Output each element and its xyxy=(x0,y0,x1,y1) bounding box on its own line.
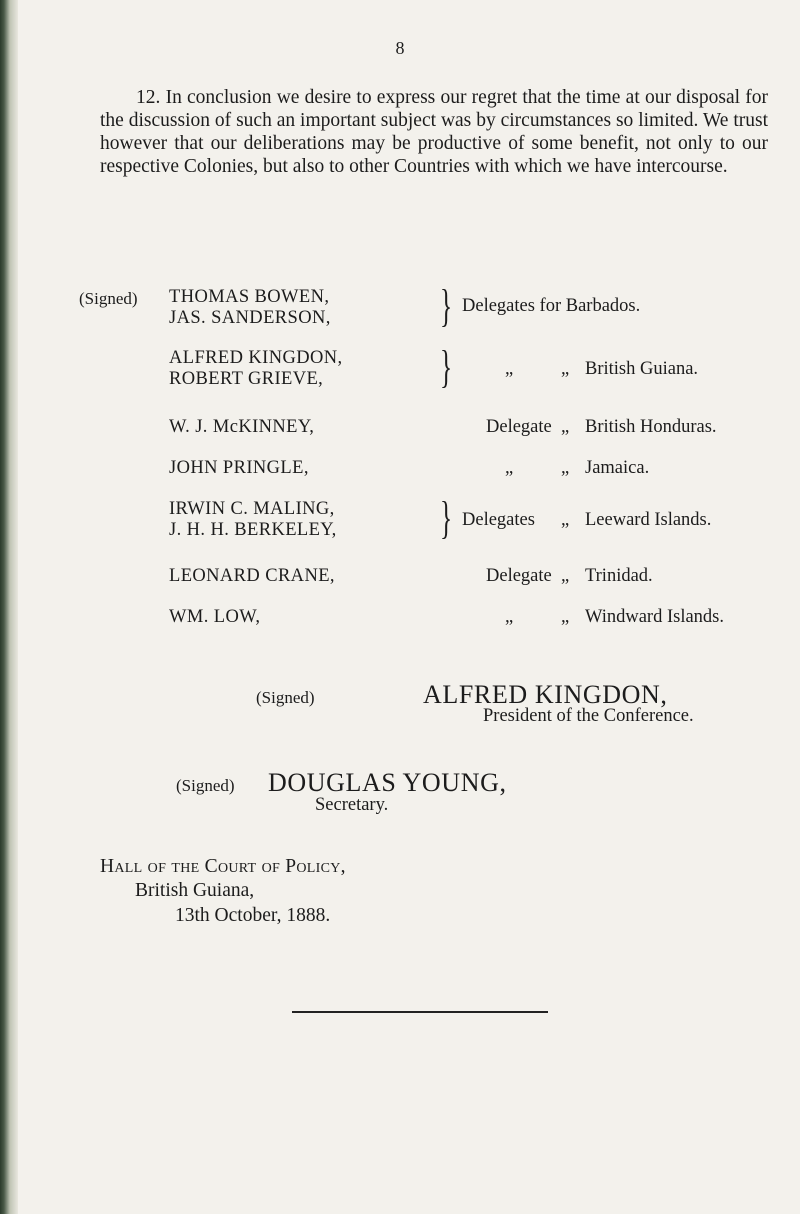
colony-name: Jamaica. xyxy=(585,458,650,478)
signatory-name: J. H. H. BERKELEY, xyxy=(169,520,337,540)
ditto-mark: „ xyxy=(561,417,570,437)
signatory-name: JAS. SANDERSON, xyxy=(169,308,331,328)
ditto-mark: „ xyxy=(561,458,570,478)
ditto-mark: „ xyxy=(505,359,514,379)
president-name: ALFRED KINGDON, xyxy=(423,680,668,709)
page-edge xyxy=(0,0,18,1214)
signed-label: (Signed) xyxy=(79,289,138,308)
date-line: 13th October, 1888. xyxy=(175,905,331,926)
place-line: British Guiana, xyxy=(135,880,255,901)
ditto-mark: „ xyxy=(505,458,514,478)
colony-name: British Guiana. xyxy=(585,359,699,379)
colony-name: British Honduras. xyxy=(585,417,717,437)
ditto-mark: „ xyxy=(505,607,514,627)
ditto-mark: „ xyxy=(561,607,570,627)
signatory-name: W. J. McKINNEY, xyxy=(169,417,315,437)
horizontal-rule xyxy=(292,1011,548,1013)
signatory-name: IRWIN C. MALING, xyxy=(169,499,335,519)
colony-name: Trinidad. xyxy=(585,566,653,586)
brace: } xyxy=(440,280,453,331)
signatory-name: THOMAS BOWEN, xyxy=(169,287,330,307)
delegation-role: Delegates xyxy=(462,510,535,530)
conclusion-paragraph: 12. In conclusion we desire to express our regret that the time at our disposal for the discussion of such an important subject was by circumstances so limited. We trust however that our deliberations may be productive of some benefit, not only to our respective Colonies, but also to other Countries with which we have intercourse. xyxy=(100,87,768,177)
ditto-mark: „ xyxy=(561,359,570,379)
ditto-mark: „ xyxy=(561,510,570,530)
brace: } xyxy=(440,341,453,392)
delegation-role: Delegate xyxy=(486,566,552,586)
signatory-name: LEONARD CRANE, xyxy=(169,566,335,586)
signatory-name: ALFRED KINGDON, xyxy=(169,348,343,368)
signed-label: (Signed) xyxy=(256,688,315,707)
signed-label: (Signed) xyxy=(176,776,235,795)
signatory-name: ROBERT GRIEVE, xyxy=(169,369,324,389)
delegation-role: Delegate xyxy=(486,417,552,437)
colony-name: Leeward Islands. xyxy=(585,510,712,530)
signatory-name: WM. LOW, xyxy=(169,607,261,627)
secretary-title: Secretary. xyxy=(315,795,389,815)
brace: } xyxy=(440,492,453,543)
place-line: Hall of the Court of Policy, xyxy=(100,856,346,877)
secretary-name: DOUGLAS YOUNG, xyxy=(268,768,507,797)
president-title: President of the Conference. xyxy=(483,706,694,726)
signatory-name: JOHN PRINGLE, xyxy=(169,458,309,478)
delegation-role: Delegates for Barbados. xyxy=(462,296,641,316)
colony-name: Windward Islands. xyxy=(585,607,725,627)
page-number: 8 xyxy=(395,38,405,58)
ditto-mark: „ xyxy=(561,566,570,586)
